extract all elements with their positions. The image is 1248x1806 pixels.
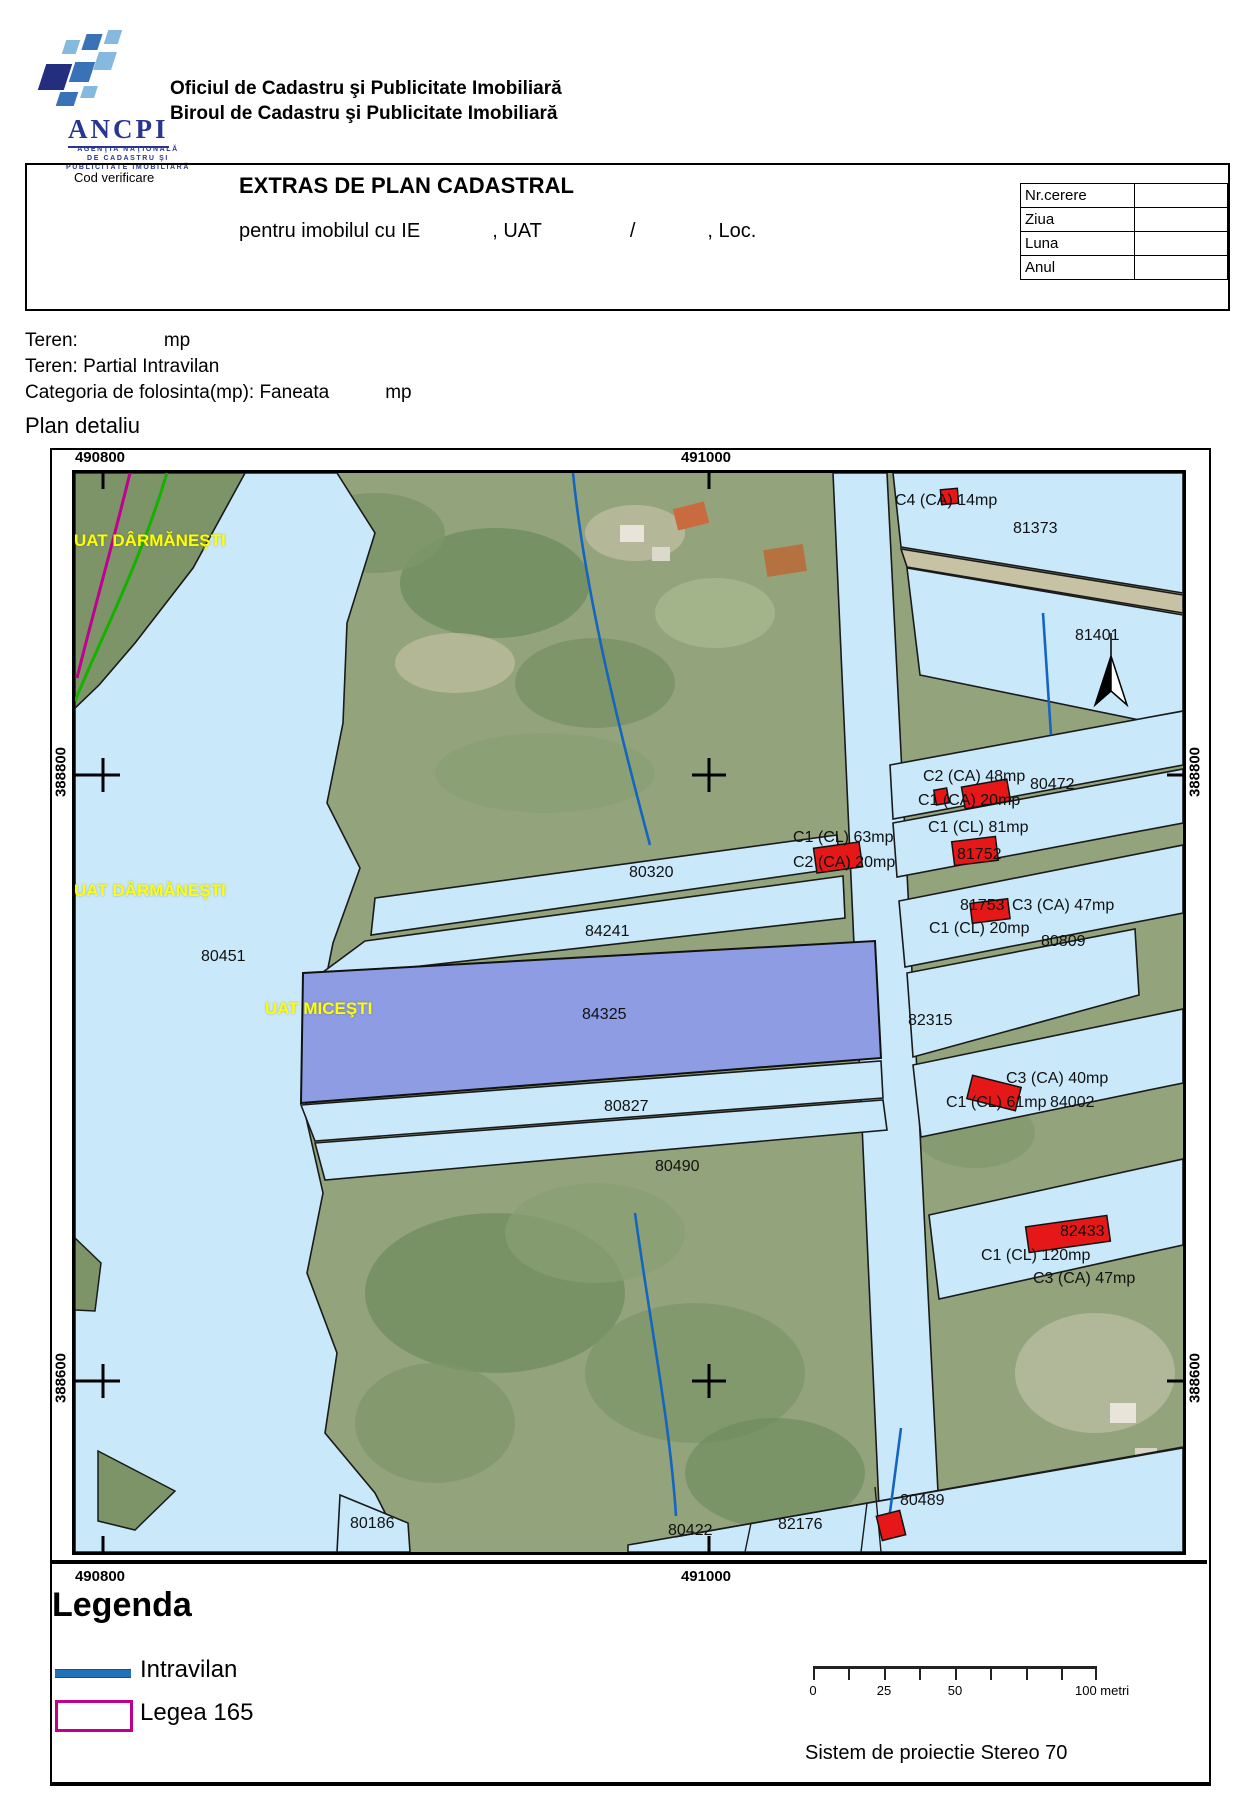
categoria-unit: mp xyxy=(385,382,412,403)
building-footprint xyxy=(952,836,999,865)
logo-caption-3: PUBLICITATE IMOBILIARĂ xyxy=(66,164,190,171)
logo-caption-2: DE CADASTRU ŞI xyxy=(87,155,169,162)
building-area-label: C1 (CL) 81mp xyxy=(928,819,1029,836)
parcel-number-label: 80186 xyxy=(350,1515,395,1532)
table-row xyxy=(1021,232,1228,256)
parcel-number-label: 82433 xyxy=(1060,1223,1105,1240)
document-subtitle xyxy=(239,220,756,243)
scale-label-50: 50 xyxy=(947,1683,963,1698)
scale-label-0: 0 xyxy=(809,1683,817,1698)
year-label: Anul xyxy=(1021,256,1135,280)
teren-label: Teren: xyxy=(25,330,78,351)
header xyxy=(0,0,1248,171)
uat-territory-label: UAT DÂRMĂNEŞTI xyxy=(74,531,226,550)
legea165-rect-swatch xyxy=(55,1700,133,1732)
building-area-label: C1 (CA) 20mp xyxy=(918,792,1021,809)
axis-label-top-right: 491000 xyxy=(680,449,732,466)
subtitle-part-1: pentru imobilul cu IE xyxy=(239,220,421,242)
axis-label-right-top: 388800 xyxy=(1186,746,1204,798)
title-block xyxy=(25,163,1230,311)
parcel-number-label: 80489 xyxy=(900,1492,945,1509)
map-canvas xyxy=(72,470,1186,1555)
parcel-number-label: 80451 xyxy=(201,948,246,965)
building-footprint xyxy=(813,842,862,873)
logo-caption-1: AGENŢIA NAŢIONALĂ xyxy=(77,146,179,153)
building-footprint xyxy=(970,899,1010,923)
axis-label-bottom-left: 490800 xyxy=(74,1568,126,1585)
teren-line1 xyxy=(25,330,190,352)
parcel-number-label: 80422 xyxy=(668,1522,713,1539)
logo-acronym: ANCPI xyxy=(68,114,169,148)
table-row xyxy=(1021,208,1228,232)
building-area-label: C3 (CA) 40mp xyxy=(1006,1070,1109,1087)
parcel-number-label: 80827 xyxy=(604,1098,649,1115)
parcel-number-label: 81373 xyxy=(1013,520,1058,537)
legend-item-intravilan: Intravilan xyxy=(140,1656,238,1683)
parcel-number-label: 84241 xyxy=(585,923,630,940)
map-bottom-rule xyxy=(50,1560,1207,1564)
month-value xyxy=(1134,232,1227,256)
request-number-value xyxy=(1134,184,1227,208)
building-area-label: C4 (CA) 14mp xyxy=(895,492,998,509)
uat-territory-label: UAT DÂRMĂNEŞTI xyxy=(74,881,226,900)
day-label: Ziua xyxy=(1021,208,1135,232)
subtitle-part-2: , UAT xyxy=(492,220,542,242)
building-area-label: C1 (CL) 20mp xyxy=(929,920,1030,937)
building-footprint xyxy=(876,1510,905,1540)
document-title: EXTRAS DE PLAN CADASTRAL xyxy=(239,173,574,198)
parcel-number-label: 80490 xyxy=(655,1158,700,1175)
parcel-number-label: 82176 xyxy=(778,1516,823,1533)
office-name-line2: Biroul de Cadastru şi Publicitate Imobiliară xyxy=(170,103,558,124)
axis-label-top-left: 490800 xyxy=(74,449,126,466)
scale-label-100-metri: 100 metri xyxy=(1075,1683,1130,1698)
request-number-label: Nr.cerere xyxy=(1021,184,1135,208)
parcel-number-label: 84002 xyxy=(1050,1094,1095,1111)
building-area-label: C2 (CA) 48mp xyxy=(923,768,1026,785)
scale-label-25: 25 xyxy=(876,1683,892,1698)
legend-title: Legenda xyxy=(52,1586,192,1624)
parcel-number-label: 84325 xyxy=(582,1006,627,1023)
parcel-number-label: 81752 xyxy=(957,846,1002,863)
building-area-label: C3 (CA) 47mp xyxy=(1033,1270,1136,1287)
teren-line2: Teren: Partial Intravilan xyxy=(25,356,220,377)
parcel-number-label: 80472 xyxy=(1030,776,1075,793)
cod-verificare-label: Cod verificare xyxy=(74,170,155,185)
building-area-label: C1 (CL) 61mp xyxy=(946,1094,1047,1111)
map-svg xyxy=(75,473,1183,1552)
parcel-number-label: 80809 xyxy=(1041,933,1086,950)
building-footprint xyxy=(940,488,958,504)
building-area-label: C1 (CL) 63mp xyxy=(793,829,894,846)
legend-item-legea165: Legea 165 xyxy=(140,1699,254,1726)
building-area-label: C1 (CL) 120mp xyxy=(981,1247,1091,1264)
categoria-line xyxy=(25,382,412,404)
subtitle-part-3: / xyxy=(629,220,636,242)
axis-label-right-bottom: 388600 xyxy=(1186,1352,1204,1404)
intravilan-line-swatch xyxy=(55,1669,131,1678)
building-footprint xyxy=(934,788,949,805)
day-value xyxy=(1134,208,1227,232)
office-name-line1: Oficiul de Cadastru şi Publicitate Imobiliară xyxy=(170,78,562,99)
projection-note: Sistem de proiectie Stereo 70 xyxy=(805,1742,1068,1764)
plan-detaliu-title: Plan detaliu xyxy=(25,413,140,438)
table-row xyxy=(1021,184,1228,208)
parcel-number-label: 80320 xyxy=(629,864,674,881)
request-table xyxy=(1020,183,1228,280)
parcel-number-label: 82315 xyxy=(908,1012,953,1029)
categoria-label: Categoria de folosinta(mp): xyxy=(25,382,255,403)
parcel-number-label: 81401 xyxy=(1075,627,1120,644)
uat-territory-label: UAT MICEŞTI xyxy=(265,999,373,1018)
building-area-label: C3 (CA) 47mp xyxy=(1012,897,1115,914)
parcel-number-label: 81753 xyxy=(960,897,1005,914)
year-value xyxy=(1134,256,1227,280)
month-label: Luna xyxy=(1021,232,1135,256)
building-area-label: C2 (CA) 20mp xyxy=(793,854,896,871)
table-row xyxy=(1021,256,1228,280)
scale-bar xyxy=(809,1666,1130,1700)
categoria-value: Faneata xyxy=(259,382,330,403)
axis-label-left-bottom: 388600 xyxy=(52,1352,70,1404)
teren-unit: mp xyxy=(163,330,191,351)
axis-label-bottom-right: 491000 xyxy=(680,1568,732,1585)
subtitle-part-4: , Loc. xyxy=(707,220,757,242)
axis-label-left-top: 388800 xyxy=(52,746,70,798)
